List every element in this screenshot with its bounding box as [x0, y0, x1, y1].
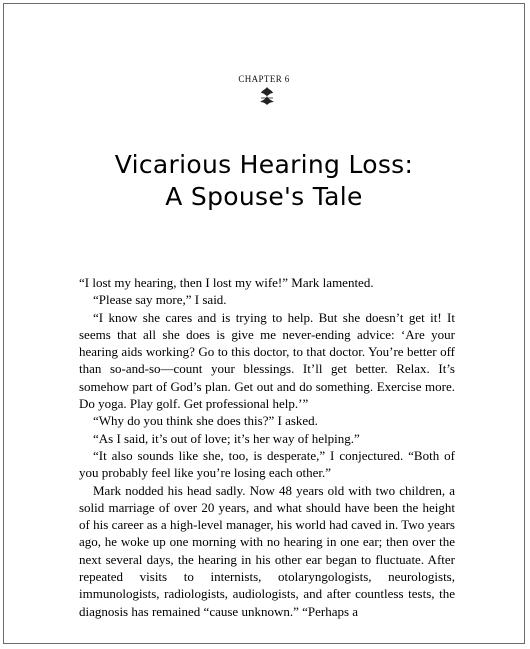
- book-page: [3, 3, 525, 644]
- chapter-title-line-2: A Spouse's Tale: [165, 182, 363, 211]
- paragraph: “I know she cares and is trying to help. But she doesn’t get it! It seems that all she does is give me never-ending advice: ‘Are your hearing aids working? Go to this doctor, to that doctor. You’re better off than so-and-so—count your blessings. It’ll get better. Relax. It’s somehow part of God’s plan. Get out and do something. Exercise more. Do yoga. Play golf. Get professional help.’”: [79, 309, 455, 412]
- paragraph: “Please say more,” I said.: [93, 292, 227, 308]
- paragraph: “Why do you think she does this?” I asked.: [93, 413, 318, 429]
- paragraph: “It also sounds like she, too, is desperate,” I conjectured. “Both of you probably feel like you’re losing each other.”: [79, 447, 455, 481]
- paragraph: “As I said, it’s out of love; it’s her way of helping.”: [93, 430, 360, 446]
- chapter-title: [4, 149, 524, 213]
- fleuron-icon: [258, 86, 276, 106]
- chapter-body: [79, 274, 455, 620]
- paragraph: “I lost my hearing, then I lost my wife!” Mark lamented.: [79, 275, 374, 290]
- chapter-label: CHAPTER 6: [238, 74, 290, 84]
- chapter-title-line-1: Vicarious Hearing Loss:: [114, 150, 414, 179]
- paragraph: Mark nodded his head sadly. Now 48 years old with two children, a solid marriage of over 20 years, and what should have been the height of his career as a high-level manager, his world had caved in. Two years ago, he woke up one morning with no hearing in one ear; then over the next several days, the hearing in his other ear began to fluctuate. After repeated visits to internists, otolaryngologists, neurologists, immunologists, radiologists, audiologists, and after countless tests, the diagnosis has remained “cause unknown.” “Perhaps a: [79, 482, 455, 619]
